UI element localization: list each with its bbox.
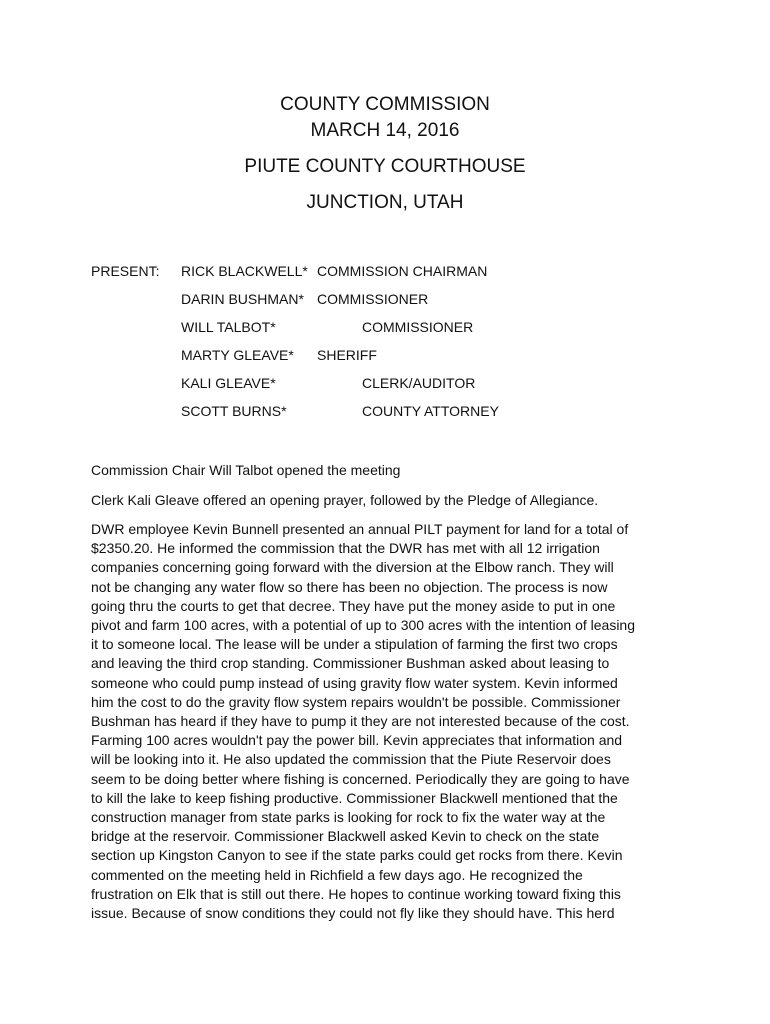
attendee-role: SHERIFF [317,347,377,363]
attendee-name: DARIN BUSHMAN* [181,291,304,307]
heading-title: COUNTY COMMISSION [280,94,490,115]
paragraph-line: Farming 100 acres wouldn't pay the power bill. Kevin appreciates that information and [91,732,623,749]
paragraph-line: him the cost to do the gravity flow system repairs wouldn't be possible. Commissioner [91,693,621,710]
paragraph-line: and leaving the third crop standing. Commissioner Bushman asked about leasing to [91,655,610,672]
present-label: PRESENT: [91,263,160,279]
heading-date: MARCH 14, 2016 [310,120,460,141]
paragraph-line: commented on the meeting held in Richfield a few days ago. He recognized the [91,866,583,883]
attendee-role: CLERK/AUDITOR [362,375,476,391]
attendee-name: KALI GLEAVE* [181,375,276,391]
paragraph-line: $2350.20. He informed the commission that the DWR has met with all 12 irrigation [91,540,600,557]
paragraph-line: section up Kingston Canyon to see if the state parks could get rocks from there. Kevin [91,847,623,864]
heading-city: JUNCTION, UTAH [306,192,464,213]
paragraph-line: to kill the lake to keep fishing productive. Commissioner Blackwell mentioned that the [91,789,618,806]
paragraph-line: it to someone local. The lease will be under a stipulation of farming the first two crops [91,636,618,653]
paragraph-line: DWR employee Kevin Bunnell presented an annual PILT payment for land for a total of [91,521,629,537]
paragraph-line: bridge at the reservoir. Commissioner Blackwell asked Kevin to check on the state [91,828,600,845]
attendee-name: WILL TALBOT* [181,319,276,335]
paragraph-line: pivot and farm 100 acres, with a potential of up to 300 acres with the intention of leasing [91,617,635,634]
paragraph-line: issue. Because of snow conditions they could not fly like they should have. This herd [91,905,615,922]
paragraph-line: not be changing any water flow so there has been no objection. The process is now [91,578,608,595]
paragraph-line: frustration on Elk that is still out there. He hopes to continue working toward fixing this [91,885,621,902]
paragraph-line: will be looking into it. He also updated the commission that the Piute Reservoir does [91,751,611,768]
opening-paragraph: Commission Chair Will Talbot opened the meeting [91,462,401,478]
attendee-role: COMMISSIONER [362,319,474,335]
attendee-role: COUNTY ATTORNEY [362,403,499,419]
attendee-name: RICK BLACKWELL* [181,263,308,279]
paragraph-line: seem to be doing better where fishing is concerned. Periodically they are going to have [91,770,630,787]
attendee-name: MARTY GLEAVE* [181,347,294,363]
prayer-paragraph: Clerk Kali Gleave offered an opening prayer, followed by the Pledge of Allegiance. [91,492,599,508]
paragraph-line: someone who could pump instead of using gravity flow water system. Kevin informed [91,674,618,691]
paragraph-line: Bushman has heard if they have to pump it they are not interested because of the cost. [91,713,630,730]
heading-location: PIUTE COUNTY COURTHOUSE [244,156,526,177]
attendee-role: COMMISSION CHAIRMAN [317,263,488,279]
attendee-name: SCOTT BURNS* [181,403,287,419]
paragraph-line: going thru the courts to get that decree. They have put the money aside to put in one [91,597,616,614]
attendee-role: COMMISSIONER [317,291,429,307]
paragraph-line: construction manager from state parks is looking for rock to fix the water way at the [91,809,606,826]
paragraph-line: companies concerning going forward with the diversion at the Elbow ranch. They will [91,559,614,576]
dwr-paragraph [91,520,691,923]
